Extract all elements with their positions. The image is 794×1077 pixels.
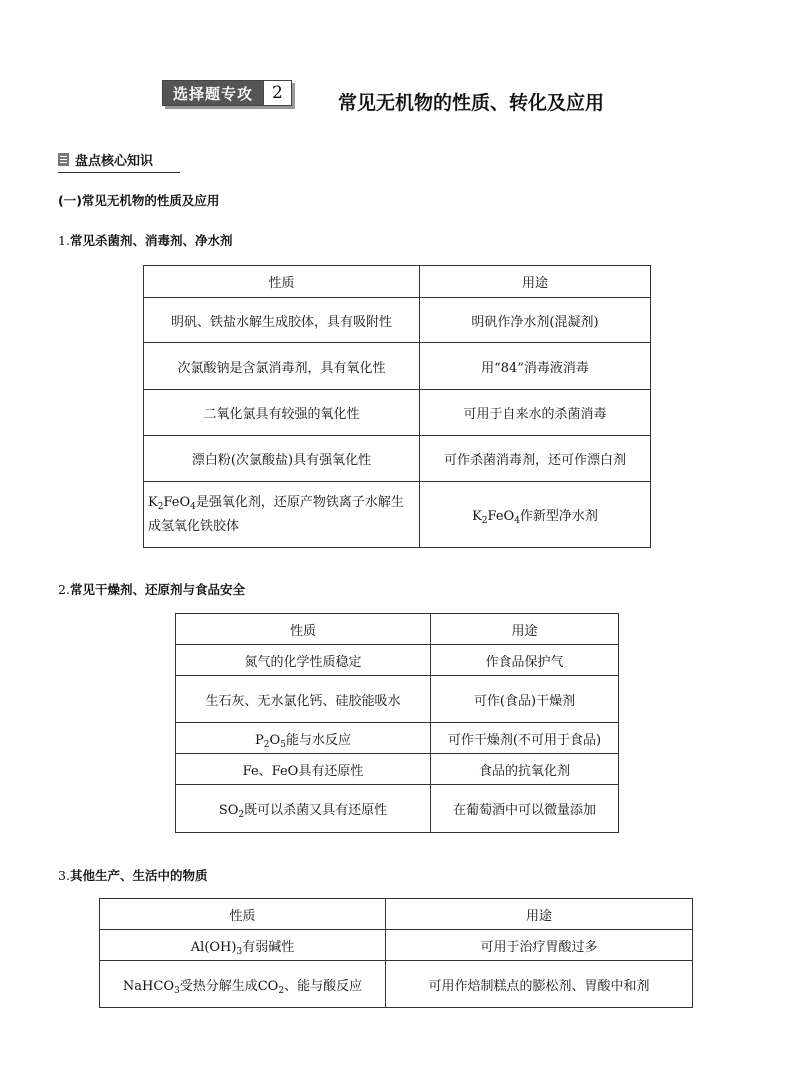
table-desiccants [175,613,619,833]
table-other-substances [99,898,693,1008]
table-row: NaHCO$_3$受热分解生成$CO_2$、能与酸反应 可用作焙制糕点的膨松剂、胃酸中和剂 [100,961,693,1008]
section-heading [58,150,180,173]
col-header-property: 性质 [176,614,431,645]
badge-label: 选择题专攻 [163,81,263,105]
table-row: Fe、FeO具有还原性 食品的抗氧化剂 [176,754,619,785]
subsection-title: (一)常见无机物的性质及应用 [58,193,220,208]
table-row: $Al(OH)_3$有弱碱性 可用于治疗胃酸过多 [100,930,693,961]
table-row: 生石灰、无水氯化钙、硅胶能吸水 可作(食品)干燥剂 [176,676,619,723]
group-1-heading: 1.常见杀菌剂、消毒剂、净水剂 [58,233,233,248]
col-header-property: 性质 [144,266,420,298]
table-row: 二氧化氯具有较强的氧化性 可用于自来水的杀菌消毒 [144,390,651,436]
col-header-use: 用途 [431,614,619,645]
table-row: 明矾、铁盐水解生成胶体，具有吸附性 明矾作净水剂(混凝剂) [144,298,651,343]
col-header-use: 用途 [386,899,693,930]
col-header-use: 用途 [420,266,651,298]
col-header-property: 性质 [100,899,386,930]
group-3-heading: 3.其他生产、生活中的物质 [58,868,208,883]
table-row: 漂白粉(次氯酸盐)具有强氧化性 可作杀菌消毒剂，还可作漂白剂 [144,436,651,482]
table-row: 次氯酸钠是含氯消毒剂，具有氧化性 用“84”消毒液消毒 [144,343,651,390]
topic-badge [162,80,292,106]
table-row: 氮气的化学性质稳定 作食品保护气 [176,645,619,676]
document-icon [58,153,69,166]
table-row: $SO_2$既可以杀菌又具有还原性 在葡萄酒中可以微量添加 [176,785,619,833]
group-2-heading: 2.常见干燥剂、还原剂与食品安全 [58,582,245,597]
table-row: $K_2FeO_4$是强氧化剂，还原产物铁离子水解生成氢氧化铁胶体 $K_2FeO_4$作新型净水剂 [144,482,651,548]
table-disinfectants [143,265,651,548]
table-row: $P_2O_5$能与水反应 可作干燥剂(不可用于食品) [176,723,619,754]
badge-number: 2 [263,81,291,105]
page-title: 常见无机物的性质、转化及应用 [338,92,605,114]
section-title: 盘点核心知识 [75,154,154,169]
